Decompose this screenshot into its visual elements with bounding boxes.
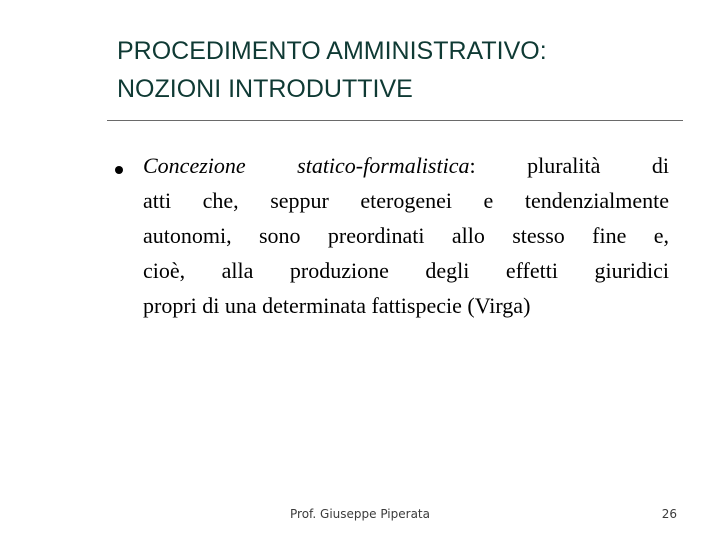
- bullet-point-icon: [115, 166, 123, 174]
- bullet-line-3: autonomi, sono preordinati allo stesso fine e,: [143, 223, 669, 248]
- title-line-2: NOZIONI INTRODUTTIVE: [117, 75, 413, 103]
- bullet-line-4: cioè, alla produzione degli effetti giuridici: [143, 258, 669, 283]
- bullet-text: [143, 148, 669, 323]
- page-number: 26: [661, 507, 677, 521]
- title-divider: [107, 120, 683, 121]
- bullet-line-1: [143, 148, 669, 183]
- bullet-line-5: propri di una determinata fattispecie (Virga): [143, 293, 531, 318]
- title-line-1: PROCEDIMENTO AMMINISTRATIVO:: [117, 37, 547, 65]
- footer-author: Prof. Giuseppe Piperata: [290, 507, 430, 521]
- slide-title: [117, 32, 697, 108]
- bullet-first-line-rest: : pluralità di: [469, 153, 669, 178]
- bullet-line-2: atti che, seppur eterogenei e tendenzialmente: [143, 188, 669, 213]
- bullet-emphasis: Concezione statico-formalistica: [143, 153, 470, 178]
